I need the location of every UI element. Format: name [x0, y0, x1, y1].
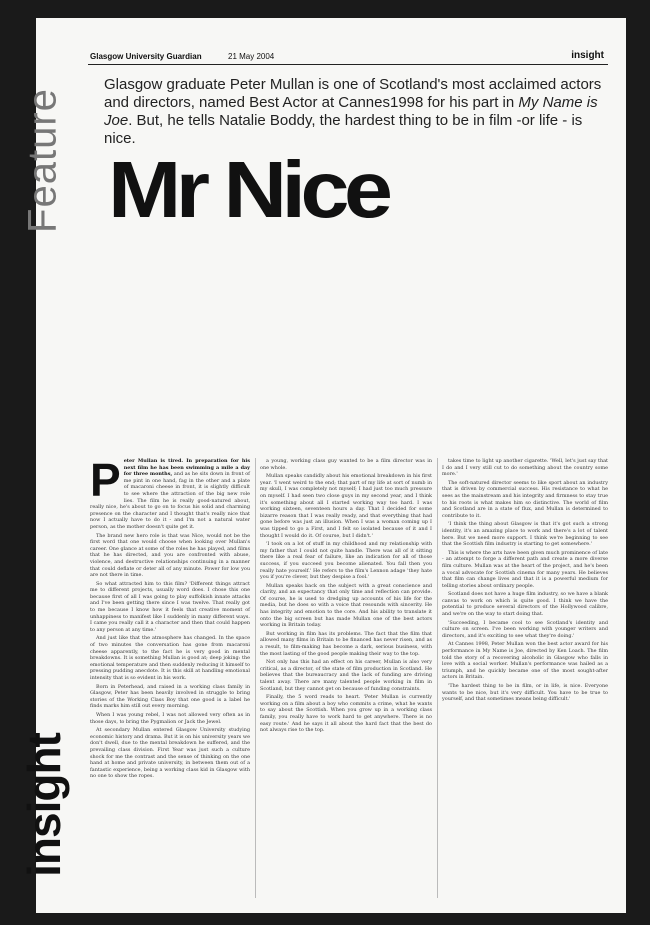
paragraph: Mullan speaks candidly about his emotional breakdown in his first year. 'I went weird to the end; that part of my life at sort of numb in my skull, I was completely not myself; I had just too much pressure on myself. I had seen two close guys in my second year, and I think it's something about all I started working way too hard. I was working sixteen, seventeen hours a day. That I decided for some bizarre reason that I was really ready, and that everything that had gone before was just an illusion. When I was a woman coming up I was tipped to go a First, and I felt so isolated because of it and I thought I would do it. Of course, but I didn't.' [260, 473, 432, 539]
article-column-1 [90, 454, 250, 782]
article-column-3 [442, 458, 608, 705]
standfirst-part1: Glasgow graduate Peter Mullan is one of Scotland's most acclaimed actors and directors, named Best Actor at Cannes1998 for his part in [104, 76, 602, 111]
insight-label-text: insight [18, 733, 70, 877]
paragraph: The soft-natured director seems to like sport about an industry that is driven by commercial success. His resistance to what he sees as the mainstream and his integrity and firmness to stay true to his roots is what makes him so distinctive. The world of film and Scotland are in a state of flux, and Mullan is determined to contribute to it. [442, 479, 608, 519]
paragraph: This is where the arts have been given much prominence of late - an attempt to forge a different path and create a more diverse film culture. Mullan was at the heart of the project, and he's been a vocal advocate for Scottish cinema for many years. He believes that film can change lives and that it is a powerful medium for telling stories about ordinary people. [442, 549, 608, 589]
paragraph: and as he sits down in front of me pint in one hand, fag in the other and a plate of macaroni cheese in front, it is slightly difficult to see where the attraction of the big new role lies. The film he is really good-natured about, really nice, he's about to go on to focus his solid and charming presence on the character and I thought that's really nice that now I actually have to do it - and I'm not a natural water person, as the mother doesn't quite get it. [90, 471, 250, 530]
standfirst-part2: . But, he tells Natalie Boddy, the hardest thing to be in film -or life - is nice. [104, 112, 583, 147]
paragraph: Finally, the 5 word reads to heart. 'Peter Mullan is currently working on a film about a boy who commits a crime, what he wants to say about the Scottish. When you grow up in a working class family, you really have to work hard to get anywhere. There is no easy route.' And he says it all about the hard fact that the best do not always rise to the top. [260, 694, 432, 734]
article-column-2 [260, 458, 432, 736]
paragraph: Mullan speaks back on the subject with a great conscience and clarity, and an expectancy that only time and reflection can provide. Of course, he is used to dredging up accounts of his life for the media, but he does so with a voice that resounds with sincerity. He has integrity and emotion to the core. And his ability to translate it onto the big screen but has made Mullan one of the best actors working in Britain today. [260, 582, 432, 629]
column-divider [437, 458, 438, 898]
paragraph: And just like that the atmosphere has changed. In the space of two minutes the conversation has gone from macaroni cheese apparently, to the fact he is very good in mental breakdowns. It is something Mullan is good at; deep joking: the emotional temperature and then suddenly reducing it himself to pressing pudding anecdote. It is this skill at handling emotional intensity that is so evident in his work. [90, 635, 250, 681]
paragraph: 'The hardest thing to be in film, or in life, is nice. Everyone wants to be nice, but it's very difficult. You have to be true to yourself, and that sometimes means being difficult.' [442, 683, 608, 703]
standfirst-film-title: My Name is Joe [104, 94, 598, 129]
paragraph: Born in Peterhead, and raised in a working class family in Glasgow, Peter has been heavily involved in struggle to bring stories of the Working Class Boy that one good is a label he finds marks him still out every morning. [90, 683, 250, 710]
paragraph: At Cannes 1998, Peter Mullan won the best actor award for his performance in My Name is Joe, directed by Ken Loach. The film told the story of a recovering alcoholic in Glasgow who falls in love with a social worker. Mullan's performance was hailed as a triumph, and he quickly became one of the most sought-after actors in Britain. [442, 641, 608, 681]
standfirst [104, 76, 614, 148]
insight-label [14, 700, 74, 900]
paragraph: takes time to light up another cigarette. 'Well, let's just say that I do and I very still cut to do something about the country some more.' [442, 458, 608, 478]
article-title: Mr Nice [108, 145, 388, 234]
section-label [18, 80, 68, 240]
paragraph: But working in film has its problems. The fact that the film that allowed many films in Britain to be financed has never risen, and as a result, to film-making has become a dark, serious business, with the most lasting of the good people making their way to the top. [260, 630, 432, 657]
article-lead: eter Mullan is tired. In preparation for his next film he has been swimming a mile a day for three months, [123, 458, 250, 478]
issue-date: 21 May 2004 [228, 52, 275, 61]
paragraph: At secondary Mullan entered Glasgow University studying economic history and drama. But it is on his university years we don't dwell, due to the mental breakdown he suffered, and the prevailing class division. First Year was just such a culture shock for me the contrast and the sense of thinking on the one hand at home and private university, in between them out of a fantastic experience, being a working class kid in Glasgow with no one to show the ropes. [90, 727, 250, 780]
paragraph: a young, working class guy wanted to be a film director was in one whole. [260, 458, 432, 471]
brand-logo: insight [571, 50, 604, 61]
paragraph: The brand new hero role is that was Nice, would not be the first word that one would choose when looking over Mullan's career. One glance at some of the roles he has played, and films that he has directed, and you are confronted with abuse, violence, and destructive relationships continuing in a manner that could deflate or deter all of any minute. Power for low you are not there in time. [90, 532, 250, 579]
paragraph: 'I took on a lot of stuff in my childhood and my relationship with my father that I could not quite handle. There was all of it sitting there like a real fear of failure, like an indication for all of those success, if you succeed you become alienated. You fall then you really hate yourself.' He refers to the film's Lennon adage 'they hate you if you're clever, but they despise a fool.' [260, 541, 432, 581]
drop-cap: P [90, 454, 121, 506]
paragraph: When I was young rebel, I was not allowed very often as in those days, to bring the Pygmalion or Jack the Jewel. [90, 711, 250, 725]
paragraph: Scotland does not have a huge film industry, so we have a blank canvas to work on which is quite good. I think we have the potential to produce several directors of the Hollywood calibre, and we're on the way to start doing that. [442, 591, 608, 618]
paragraph: 'I think the thing about Glasgow is that it's got such a strong identity, it's an amazing place to work and there's a lot of talent here. But we need more support. I think we're beginning to see that the Scottish film industry is starting to get somewhere.' [442, 521, 608, 548]
paragraph: 'Succeeding, I became cool to see Scotland's identity and culture on screen. I've been working with younger writers and directors, and it's exciting to see what they're doing.' [442, 619, 608, 639]
section-label-text: Feature [20, 88, 65, 233]
publication-name: Glasgow University Guardian [90, 52, 202, 61]
paragraph: So what attracted him to this film? 'Different things attract me to different projects, usually word does. I chose this one because first of all I was going to play suffolkish innate attacks and I've been getting there since I was twelve. That really got to me because I know how it feels that creative moment of unhappiness to manifest like I suddenly in many different ways. I came you really call it a character and then that could happen to any person at any time.' [90, 580, 250, 633]
page-header [88, 50, 608, 65]
paragraph: Not only has this had an effect on his career, Mullan is also very critical, as a director, of the state of film production in Scotland. He believes that the bureaucracy and the lack of funding are driving talent away. There are many talented people working in film in Scotland, but they cannot get on because of funding constraints. [260, 659, 432, 692]
column-divider [255, 458, 256, 898]
